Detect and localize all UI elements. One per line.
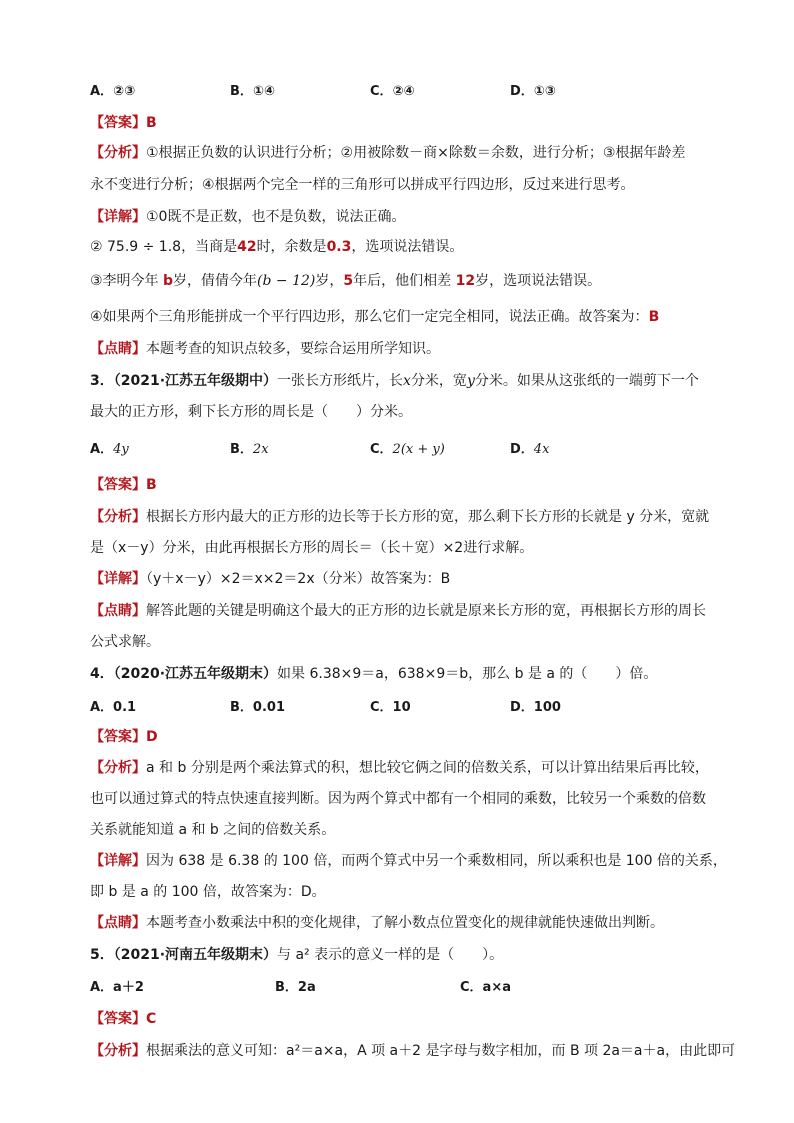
analysis-text: 是（x－y）分米，由此再根据长方形的周长＝（长＋宽）×2进行求解。 (90, 540, 534, 556)
option-label: B． (230, 442, 253, 457)
option-label: D． (510, 442, 534, 457)
question-text: 分米。如果从这张纸的一端剪下一个 (474, 373, 699, 389)
q3-stem (90, 372, 699, 422)
q2-option-b: B．①④ (230, 84, 275, 99)
analysis-tag: 【分析】 (90, 509, 146, 525)
q4-option-b: B．0.01 (230, 700, 285, 715)
q3-detail (90, 570, 450, 589)
analysis-text: 也可以通过算式的特点快速直接判断。因为两个算式中都有一个相同的乘数，比较另一个乘数的倍数 (90, 791, 706, 807)
answer-tag: 【答案】 (90, 115, 146, 131)
question-head: 4．（2020·江苏五年级期末） (90, 666, 278, 682)
detail-text: 即 b 是 a 的 100 倍，故答案为：D。 (90, 884, 326, 900)
q3-options (90, 440, 549, 459)
q5-option-a: A．a＋2 (90, 980, 144, 995)
detail-text: ④如果两个三角形能拼成一个平行四边形，那么它们一定完全相同，说法正确。故答案为： (90, 309, 649, 325)
answer-value: C (146, 1011, 157, 1027)
q3-option-c: 2(x + y) (392, 442, 445, 457)
detail-text: 岁，倩倩今年 (173, 273, 258, 289)
question-math: x (403, 373, 411, 389)
detail-value: 42 (237, 239, 257, 255)
answer-tag: 【答案】 (90, 729, 146, 745)
question-text: 一张长方形纸片，长 (277, 373, 404, 389)
q5-answer (90, 1010, 156, 1029)
option-label: A． (90, 442, 114, 457)
q5-stem (90, 946, 503, 965)
question-text: 最大的正方形，剩下长方形的周长是（ ）分米。 (90, 404, 412, 420)
option-label: C． (370, 442, 393, 457)
q4-answer (90, 728, 158, 747)
q3-option-b: 2x (252, 442, 269, 457)
q2-answer (90, 114, 157, 133)
detail-text: 岁，选项说法错误。 (475, 273, 602, 289)
q4-detail (90, 852, 727, 902)
q2-option-d: D．①③ (510, 84, 556, 99)
q3-answer (90, 476, 157, 495)
q4-stem (90, 665, 657, 684)
q5-options (90, 978, 511, 997)
q2-detail-2 (90, 238, 463, 257)
detail-tag: 【详解】 (90, 853, 146, 869)
q4-option-a: A．0.1 (90, 700, 137, 715)
q2-comment (90, 340, 440, 359)
q4-options (90, 698, 561, 717)
comment-text: 公式求解。 (90, 634, 160, 650)
analysis-text: 永不变进行分析；④根据两个完全一样的三角形可以拼成平行四边形，反过来进行思考。 (90, 177, 635, 193)
comment-tag: 【点睛】 (90, 603, 146, 619)
detail-text: 时，余数是 (256, 239, 327, 255)
q4-comment (90, 914, 664, 933)
question-math: y (466, 373, 475, 389)
q2-option-c: C．②④ (370, 84, 415, 99)
q3-analysis (90, 508, 709, 558)
detail-text: 因为 638 是 6.38 的 100 倍，而两个算式中另一个乘数相同，所以乘积也是 100 倍的关系， (146, 853, 727, 869)
detail-value: 12 (455, 273, 476, 289)
detail-value: 0.3 (326, 239, 352, 255)
q5-option-b: B．2a (275, 980, 316, 995)
detail-text: （y＋x－y）×2＝x×2＝2x（分米）故答案为：B (146, 571, 451, 587)
q4-option-c: C．10 (370, 700, 411, 715)
detail-value: b (163, 273, 174, 289)
q2-option-a: A．②③ (90, 84, 136, 99)
analysis-text: 根据乘法的意义可知：a²＝a×a，A 项 a＋2 是字母与数字相加，而 B 项 2a＝a＋a，由此即可 (146, 1043, 736, 1059)
question-text: 与 a² 表示的意义一样的是（ ）。 (277, 947, 504, 963)
answer-tag: 【答案】 (90, 477, 146, 493)
detail-value: 5 (343, 273, 354, 289)
q2-detail-4 (90, 308, 659, 327)
q3-comment (90, 602, 706, 652)
question-text: 分米，宽 (410, 373, 467, 389)
comment-text: 解答此题的关键是明确这个最大的正方形的边长就是原来长方形的宽，再根据长方形的周长 (146, 603, 706, 619)
analysis-tag: 【分析】 (90, 760, 146, 776)
analysis-text: 关系就能知道 a 和 b 之间的倍数关系。 (90, 822, 336, 838)
comment-tag: 【点睛】 (90, 915, 146, 931)
analysis-text: a 和 b 分别是两个乘法算式的积，想比较它俩之间的倍数关系，可以计算出结果后再比较， (146, 760, 709, 776)
question-head: 3．（2021·江苏五年级期中） (90, 373, 278, 389)
detail-text: ，选项说法错误。 (351, 239, 464, 255)
analysis-tag: 【分析】 (90, 1043, 146, 1059)
q4-analysis (90, 759, 709, 840)
detail-tag: 【详解】 (90, 571, 146, 587)
detail-text: ①0既不是正数，也不是负数，说法正确。 (146, 209, 406, 225)
q2-detail-1 (90, 208, 405, 227)
answer-tag: 【答案】 (90, 1011, 146, 1027)
detail-math: (b − 12) (257, 273, 316, 289)
detail-text: ③李明今年 (90, 273, 159, 289)
question-head: 5．（2021·河南五年级期末） (90, 947, 278, 963)
detail-text: 岁， (315, 273, 344, 289)
q2-options (90, 82, 556, 101)
question-text: 如果 6.38×9＝a，638×9＝b，那么 b 是 a 的（ ）倍。 (277, 666, 658, 682)
q2-analysis (90, 144, 685, 195)
analysis-text: 根据长方形内最大的正方形的边长等于长方形的宽，那么剩下长方形的长就是 y 分米，宽就 (146, 509, 710, 525)
comment-text: 本题考查的知识点较多，要综合运用所学知识。 (146, 341, 440, 357)
analysis-text: ①根据正负数的认识进行分析；②用被除数－商×除数＝余数，进行分析；③根据年龄差 (146, 145, 686, 161)
q3-option-d: 4x (533, 442, 550, 457)
answer-value: B (146, 115, 157, 131)
q3-option-a: 4y (113, 442, 129, 457)
detail-value: B (648, 309, 660, 325)
comment-text: 本题考查小数乘法中积的变化规律，了解小数点位置变化的规律就能快速做出判断。 (146, 915, 664, 931)
q4-option-d: D．100 (510, 700, 561, 715)
detail-tag: 【详解】 (90, 209, 146, 225)
answer-value: D (146, 729, 158, 745)
q5-option-c: C．a×a (460, 980, 511, 995)
analysis-tag: 【分析】 (90, 145, 146, 161)
q2-detail-3 (90, 272, 601, 291)
comment-tag: 【点睛】 (90, 341, 146, 357)
detail-text: 年后，他们相差 (353, 273, 452, 289)
detail-text: ② 75.9 ÷ 1.8 (90, 239, 182, 255)
q5-analysis (90, 1042, 735, 1061)
detail-text: ，当商是 (181, 239, 238, 255)
answer-value: B (146, 477, 157, 493)
